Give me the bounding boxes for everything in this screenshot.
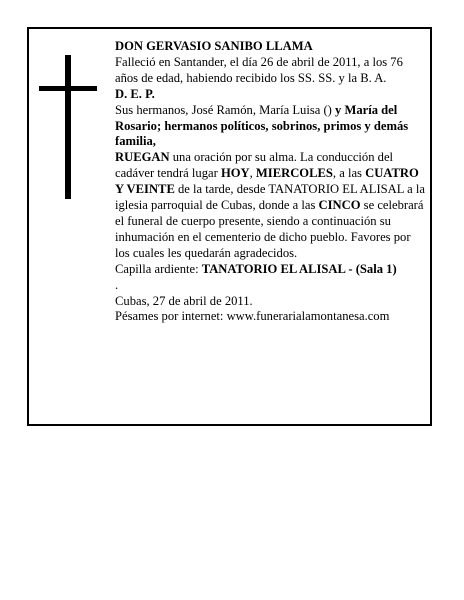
family-conjunction: y [335,102,342,117]
rip-line: D. E. P. [115,86,155,101]
capilla-line: Capilla ardiente: TANATORIO EL ALISAL - (Sala 1) [115,261,397,276]
time: CUATRO Y VEINTE [115,166,419,197]
obituary-notice [27,27,432,426]
death-statement: Falleció en Santander, el día 26 de abril de 2011, a los 76 años de edad, habiendo recibido los SS. SS. y la B. A. [115,54,403,85]
family-bold: María del Rosario; hermanos políticos, sobrinos, primos y demás familia, [115,102,409,149]
cross-vertical-bar [65,55,71,199]
ruegan-word: RUEGAN [115,150,170,165]
funeral-time: CINCO [318,198,361,213]
ceremony-paragraph: RUEGAN una oración por su alma. La conducción del cadáver tendrá lugar HOY, MIERCOLES, a las CUATRO Y VEINTE de la tarde, desde TANATORIO EL ALISAL a la iglesia parroquial de Cubas, donde a las CINCO se celebrará el funeral de cuerpo presente, siendo a continuación su inhumación en el cementerio de dicho pueblo. Favores por los cuales les quedarán agradecidos. [115,150,425,260]
deceased-name: DON GERVASIO SANIBO LLAMA [115,39,313,53]
hoy-word: HOY [220,166,250,181]
family-paragraph [115,103,427,151]
weekday: MIERCOLES [255,166,333,181]
cross-horizontal-bar [39,86,97,91]
cross-icon [39,55,97,199]
capilla-end: . [115,277,119,292]
obituary-text [115,39,427,325]
family-intro: Sus hermanos, José Ramón, María Luisa () [115,102,336,117]
internet-condolences: Pésames por internet: www.funerarialamontanesa.com [115,309,390,324]
notice-date: Cubas, 27 de abril de 2011. [115,293,253,308]
capilla-value: TANATORIO EL ALISAL - (Sala 1) [201,261,397,276]
